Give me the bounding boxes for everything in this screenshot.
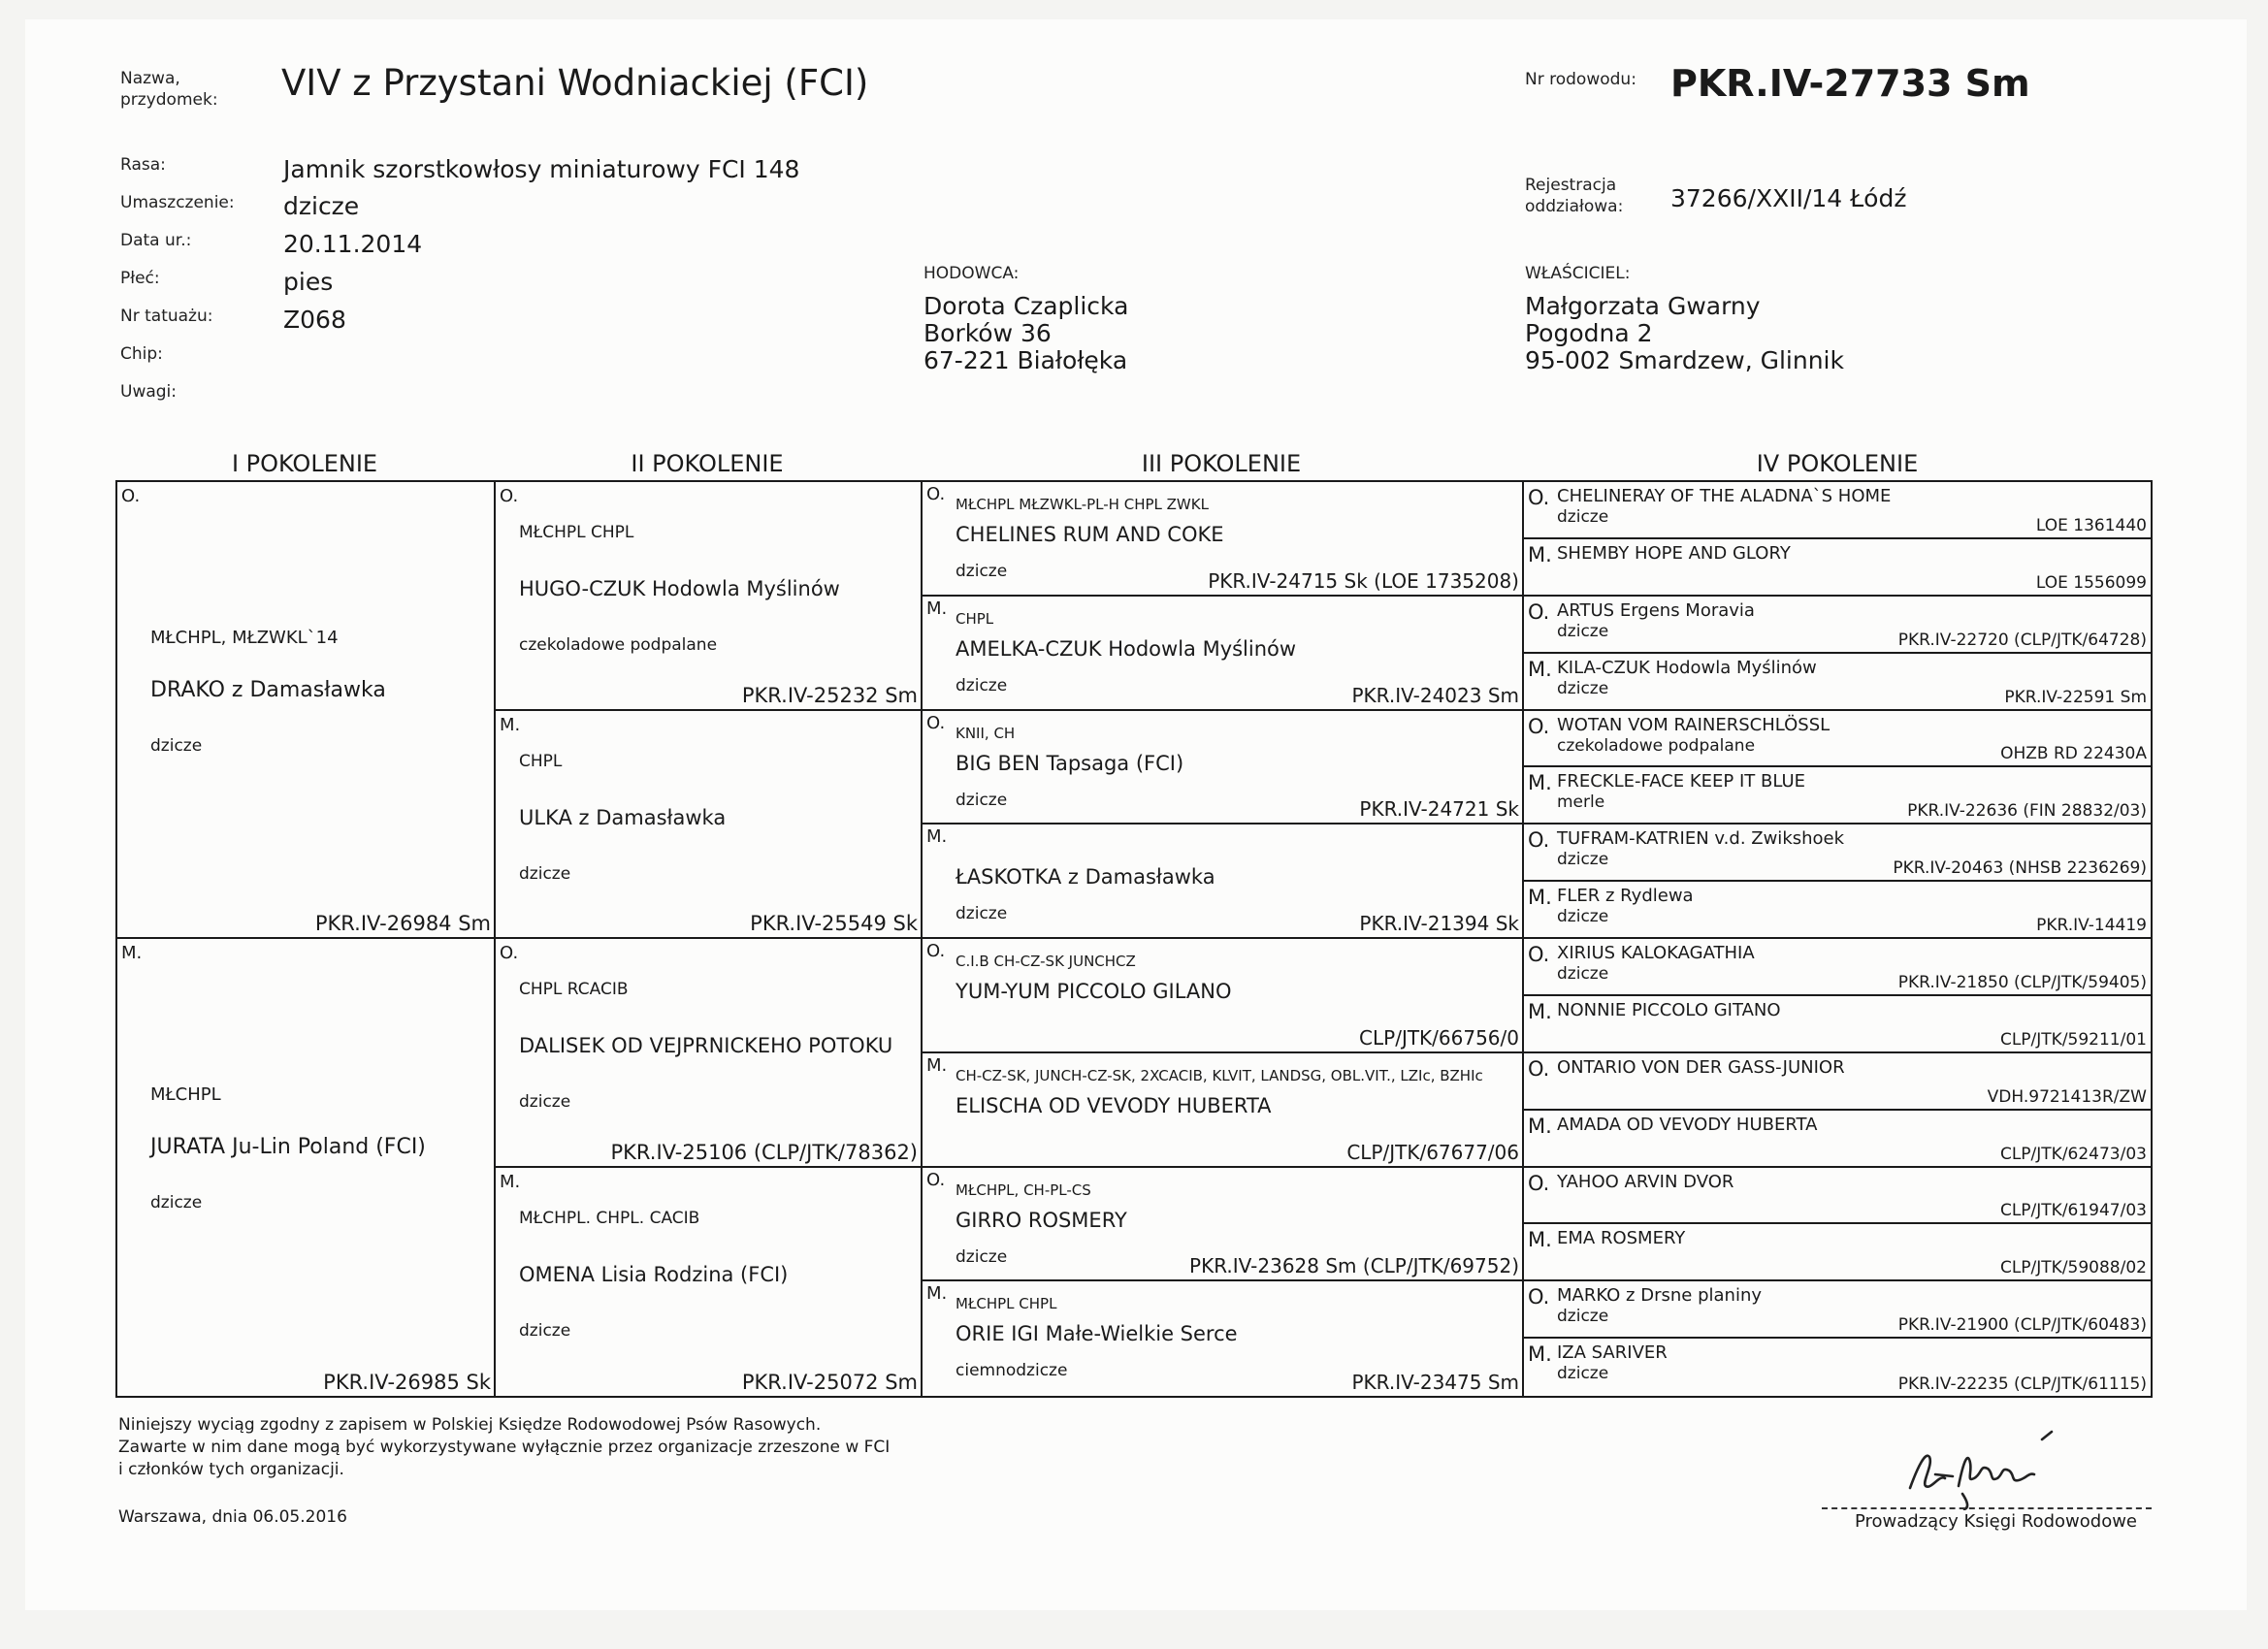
sex-marker: M. bbox=[1528, 771, 1552, 795]
ancestor-name: MARKO z Drsne planiny bbox=[1557, 1285, 1762, 1307]
ancestor-titles: CHPL RCACIB bbox=[519, 980, 629, 999]
pedigree-cell-gen3 bbox=[923, 1281, 1524, 1396]
pedigree-cell-gen1 bbox=[117, 939, 496, 1396]
ancestor-registration: PKR.IV-25232 Sm bbox=[741, 683, 918, 707]
ancestor-color: ciemnodzicze bbox=[956, 1361, 1068, 1381]
tattoo-label: Nr tatuażu: bbox=[120, 307, 213, 326]
ancestor-registration: PKR.IV-25106 (CLP/JTK/78362) bbox=[610, 1140, 918, 1164]
pedigree-cell-gen3 bbox=[923, 824, 1524, 939]
ancestor-name: TUFRAM-KATRIEN v.d. Zwikshoek bbox=[1557, 828, 1845, 850]
ancestor-name: NONNIE PICCOLO GITANO bbox=[1557, 999, 1781, 1020]
sex-marker: M. bbox=[1528, 886, 1552, 910]
ancestor-color: dzicze bbox=[519, 1320, 571, 1341]
pedigree-cell-gen2 bbox=[496, 711, 923, 940]
sex-marker: M. bbox=[1528, 999, 1552, 1023]
ancestor-name: FLER z Rydlewa bbox=[1557, 886, 1694, 907]
ancestor-color: dzicze bbox=[1557, 678, 1609, 698]
generation-2-heading: II POKOLENIE bbox=[631, 450, 784, 477]
pedigree-cell-gen4 bbox=[1524, 1111, 2151, 1168]
ancestor-registration: PKR.IV-21394 Sk bbox=[1359, 912, 1519, 935]
pedigree-cell-gen4 bbox=[1524, 597, 2151, 654]
registration-label: Rejestracja oddziałowa: bbox=[1525, 176, 1624, 216]
dob-label: Data ur.: bbox=[120, 231, 192, 250]
ancestor-name: ONTARIO VON DER GASS-JUNIOR bbox=[1557, 1056, 1845, 1078]
breeder-city: 67-221 Białołęka bbox=[923, 346, 1128, 374]
sex-marker: O. bbox=[926, 484, 946, 504]
ancestor-name: YAHOO ARVIN DVOR bbox=[1557, 1171, 1734, 1192]
pedigree-cell-gen1 bbox=[117, 482, 496, 939]
ancestor-color: dzicze bbox=[956, 904, 1008, 924]
ancestor-registration: CLP/JTK/67677/06 bbox=[1346, 1140, 1519, 1164]
ancestor-color: dzicze bbox=[956, 675, 1008, 695]
ancestor-name: ARTUS Ergens Moravia bbox=[1557, 599, 1755, 621]
ancestor-titles: CHPL bbox=[519, 751, 563, 771]
ancestor-registration: PKR.IV-24721 Sk bbox=[1359, 797, 1519, 822]
pedigree-cell-gen4 bbox=[1524, 1224, 2151, 1281]
sex-marker: O. bbox=[1528, 1285, 1550, 1310]
pedigree-cell-gen4 bbox=[1524, 939, 2151, 996]
pedigree-cell-gen4 bbox=[1524, 654, 2151, 711]
footer-line-2: Zawarte w nim dane mogą być wykorzystywane wyłącznie przez organizacje zrzeszone w FCI bbox=[118, 1438, 891, 1457]
ancestor-name: IZA SARIVER bbox=[1557, 1342, 1668, 1364]
ancestor-titles: MŁCHPL CHPL bbox=[519, 523, 634, 542]
ancestor-titles: CH-CZ-SK, JUNCH-CZ-SK, 2XCACIB, KLVIT, LANDSG, OBL.VIT., LZIc, BZHIc bbox=[956, 1066, 1483, 1084]
ancestor-color: merle bbox=[1557, 792, 1605, 813]
ancestor-name: ELISCHA OD VEVODY HUBERTA bbox=[956, 1093, 1272, 1117]
sex-marker: M. bbox=[500, 714, 521, 735]
ancestor-color: dzicze bbox=[956, 790, 1008, 810]
footer-line-3: i członków tych organizacji. bbox=[118, 1460, 344, 1479]
sex-value: pies bbox=[283, 268, 334, 296]
owner-name: Małgorzata Gwarny bbox=[1525, 292, 1761, 320]
sex-marker: M. bbox=[926, 826, 948, 848]
dob-value: 20.11.2014 bbox=[283, 230, 423, 258]
pedigree-cell-gen4 bbox=[1524, 711, 2151, 768]
pedigree-cell-gen4 bbox=[1524, 882, 2151, 939]
ancestor-name: JURATA Ju-Lin Poland (FCI) bbox=[150, 1135, 426, 1159]
pedigree-cell-gen3 bbox=[923, 482, 1524, 597]
sex-marker: O. bbox=[926, 941, 946, 961]
ancestor-name: BIG BEN Tapsaga (FCI) bbox=[956, 751, 1184, 775]
ancestor-color: dzicze bbox=[956, 562, 1008, 581]
generation-4-heading: IV POKOLENIE bbox=[1756, 450, 1919, 477]
sex-marker: O. bbox=[1528, 714, 1550, 738]
ancestor-titles: C.I.B CH-CZ-SK JUNCHCZ bbox=[956, 953, 1136, 970]
pedigree-cell-gen2 bbox=[496, 1168, 923, 1397]
ancestor-registration: VDH.9721413R/ZW bbox=[1987, 1086, 2147, 1107]
ancestor-color: dzicze bbox=[150, 736, 203, 756]
ancestor-color: dzicze bbox=[519, 863, 571, 884]
sex-marker: O. bbox=[500, 486, 519, 506]
ancestor-registration: OHZB RD 22430A bbox=[2000, 744, 2147, 764]
breeder-label: HODOWCA: bbox=[923, 264, 1020, 283]
pedigree-cell-gen4 bbox=[1524, 767, 2151, 824]
sex-marker: O. bbox=[1528, 1056, 1550, 1081]
generation-1-heading: I POKOLENIE bbox=[231, 450, 378, 477]
pedigree-cell-gen4 bbox=[1524, 1281, 2151, 1339]
pedigree-cell-gen2 bbox=[496, 482, 923, 711]
ancestor-registration: PKR.IV-24023 Sm bbox=[1351, 683, 1519, 707]
chip-label: Chip: bbox=[120, 344, 163, 364]
ancestor-registration: PKR.IV-22235 (CLP/JTK/61115) bbox=[1897, 1374, 2147, 1394]
ancestor-name: CHELINES RUM AND COKE bbox=[956, 523, 1224, 546]
ancestor-color: dzicze bbox=[1557, 850, 1609, 870]
breeder-street: Borków 36 bbox=[923, 319, 1052, 347]
pedigree-cell-gen3 bbox=[923, 1053, 1524, 1168]
ancestor-name: CHELINERAY OF THE ALADNA`S HOME bbox=[1557, 486, 1892, 506]
ancestor-name: AMELKA-CZUK Hodowla Myślinów bbox=[956, 636, 1297, 661]
ancestor-registration: CLP/JTK/59088/02 bbox=[1999, 1258, 2147, 1278]
ancestor-name: EMA ROSMERY bbox=[1557, 1228, 1686, 1249]
ancestor-registration: PKR.IV-14419 bbox=[2036, 916, 2147, 935]
sex-marker: M. bbox=[1528, 1228, 1552, 1252]
signature-line bbox=[1822, 1507, 2152, 1509]
ancestor-registration: CLP/JTK/61947/03 bbox=[1999, 1201, 2147, 1221]
pedigree-cell-gen4 bbox=[1524, 1168, 2151, 1225]
ancestor-registration: LOE 1556099 bbox=[2035, 572, 2147, 593]
pedigree-number-label: Nr rodowodu: bbox=[1525, 70, 1636, 89]
ancestor-color: dzicze bbox=[1557, 907, 1609, 927]
ancestor-color: dzicze bbox=[1557, 621, 1609, 641]
sex-marker: O. bbox=[926, 1169, 946, 1190]
ancestor-titles: KNII, CH bbox=[956, 724, 1016, 742]
breeder-name: Dorota Czaplicka bbox=[923, 292, 1129, 320]
ancestor-color: dzicze bbox=[956, 1246, 1008, 1267]
owner-street: Pogodna 2 bbox=[1525, 319, 1653, 347]
pedigree-cell-gen4 bbox=[1524, 824, 2151, 882]
ancestor-registration: PKR.IV-24715 Sk (LOE 1735208) bbox=[1208, 568, 1519, 593]
ancestor-registration: PKR.IV-23475 Sm bbox=[1351, 1371, 1519, 1394]
sex-marker: M. bbox=[926, 1054, 948, 1076]
owner-address bbox=[1525, 293, 1844, 374]
ancestor-name: YUM-YUM PICCOLO GILANO bbox=[956, 980, 1232, 1003]
sex-marker: M. bbox=[926, 598, 948, 619]
ancestor-color: dzicze bbox=[1557, 964, 1609, 984]
sex-marker: O. bbox=[121, 486, 141, 506]
ancestor-registration: PKR.IV-21850 (CLP/JTK/59405) bbox=[1897, 972, 2147, 992]
pedigree-cell-gen4 bbox=[1524, 539, 2151, 597]
ancestor-registration: PKR.IV-21900 (CLP/JTK/60483) bbox=[1897, 1315, 2147, 1336]
ancestor-name: XIRIUS KALOKAGATHIA bbox=[1557, 943, 1755, 963]
ancestor-color: czekoladowe podpalane bbox=[1557, 735, 1756, 756]
notes-label: Uwagi: bbox=[120, 382, 178, 402]
generation-3-heading: III POKOLENIE bbox=[1141, 450, 1302, 477]
ancestor-registration: PKR.IV-22591 Sm bbox=[2004, 687, 2147, 707]
ancestor-registration: CLP/JTK/59211/01 bbox=[1999, 1029, 2147, 1050]
ancestor-color: dzicze bbox=[1557, 1307, 1609, 1327]
sex-marker: M. bbox=[500, 1171, 521, 1192]
ancestor-titles: MŁCHPL. CHPL. CACIB bbox=[519, 1208, 700, 1228]
signature bbox=[1896, 1418, 2061, 1510]
pedigree-cell-gen3 bbox=[923, 939, 1524, 1053]
sex-marker: M. bbox=[1528, 542, 1552, 566]
pedigree-cell-gen4 bbox=[1524, 1339, 2151, 1396]
sex-marker: M. bbox=[1528, 1342, 1552, 1367]
signer-title: Prowadzący Księgi Rodowodowe bbox=[1855, 1511, 2138, 1532]
ancestor-name: ŁASKOTKA z Damasławka bbox=[956, 865, 1215, 889]
ancestor-titles: MŁCHPL bbox=[150, 1084, 221, 1105]
ancestor-name: SHEMBY HOPE AND GLORY bbox=[1557, 542, 1791, 564]
ancestor-name: ULKA z Damasławka bbox=[519, 805, 727, 829]
sex-marker: O. bbox=[1528, 486, 1550, 509]
ancestor-registration: PKR.IV-26985 Sk bbox=[323, 1371, 491, 1394]
ancestor-titles: CHPL bbox=[956, 609, 994, 628]
breed-label: Rasa: bbox=[120, 155, 166, 175]
ancestor-color: dzicze bbox=[1557, 1364, 1609, 1384]
breeder-address bbox=[923, 293, 1128, 374]
place-date: Warszawa, dnia 06.05.2016 bbox=[118, 1507, 347, 1527]
dog-name: VIV z Przystani Wodniackiej (FCI) bbox=[281, 62, 869, 104]
sex-marker: M. bbox=[121, 943, 143, 963]
sex-marker: M. bbox=[1528, 1114, 1552, 1138]
pedigree-cell-gen4 bbox=[1524, 996, 2151, 1053]
owner-label: WŁAŚCICIEL: bbox=[1525, 264, 1631, 283]
ancestor-titles: MŁCHPL MŁZWKL-PL-H CHPL ZWKL bbox=[956, 496, 1209, 513]
ancestor-name: WOTAN VOM RAINERSCHLÖSSL bbox=[1557, 714, 1831, 735]
sex-marker: O. bbox=[1528, 943, 1550, 966]
ancestor-titles: MŁCHPL CHPL bbox=[956, 1295, 1057, 1313]
sex-marker: O. bbox=[1528, 599, 1550, 624]
pedigree-cell-gen4 bbox=[1524, 1053, 2151, 1111]
sex-marker: O. bbox=[500, 943, 519, 963]
ancestor-name: AMADA OD VEVODY HUBERTA bbox=[1557, 1114, 1818, 1135]
ancestor-color: dzicze bbox=[1557, 507, 1609, 527]
ancestor-name: KILA-CZUK Hodowla Myślinów bbox=[1557, 657, 1817, 678]
ancestor-registration: PKR.IV-20463 (NHSB 2236269) bbox=[1893, 858, 2147, 879]
ancestor-registration: CLP/JTK/66756/0 bbox=[1359, 1025, 1519, 1050]
sex-label: Płeć: bbox=[120, 269, 160, 288]
ancestor-color: czekoladowe podpalane bbox=[519, 635, 718, 655]
color-label: Umaszczenie: bbox=[120, 193, 235, 212]
tattoo-value: Z068 bbox=[283, 306, 346, 334]
name-label: Nazwa, przydomek: bbox=[120, 69, 218, 110]
ancestor-registration: PKR.IV-23628 Sm (CLP/JTK/69752) bbox=[1189, 1254, 1519, 1278]
sex-marker: M. bbox=[926, 1283, 948, 1305]
footer-line-1: Niniejszy wyciąg zgodny z zapisem w Polskiej Księdze Rodowodowej Psów Rasowych. bbox=[118, 1415, 822, 1435]
ancestor-name: ORIE IGI Małe-Wielkie Serce bbox=[956, 1322, 1238, 1346]
sex-marker: O. bbox=[1528, 1171, 1550, 1195]
registration-value: 37266/XXII/14 Łódź bbox=[1670, 184, 1907, 212]
ancestor-name: DRAKO z Damasławka bbox=[150, 678, 386, 702]
breed-value: Jamnik szorstkowłosy miniaturowy FCI 148 bbox=[283, 155, 800, 183]
ancestor-name: FRECKLE-FACE KEEP IT BLUE bbox=[1557, 771, 1806, 792]
ancestor-registration: LOE 1361440 bbox=[2035, 515, 2147, 535]
ancestor-name: GIRRO ROSMERY bbox=[956, 1208, 1127, 1232]
pedigree-cell-gen3 bbox=[923, 1168, 1524, 1282]
ancestor-titles: MŁCHPL, CH-PL-CS bbox=[956, 1180, 1091, 1199]
pedigree-cell-gen2 bbox=[496, 939, 923, 1168]
ancestor-name: OMENA Lisia Rodzina (FCI) bbox=[519, 1262, 789, 1286]
pedigree-number: PKR.IV-27733 Sm bbox=[1670, 62, 2030, 105]
ancestor-registration: CLP/JTK/62473/03 bbox=[1999, 1144, 2147, 1164]
ancestor-name: DALISEK OD VEJPRNICKEHO POTOKU bbox=[519, 1034, 893, 1057]
ancestor-registration: PKR.IV-25072 Sm bbox=[741, 1371, 918, 1394]
pedigree-table bbox=[115, 480, 2153, 1398]
ancestor-registration: PKR.IV-25549 Sk bbox=[750, 912, 918, 935]
sex-marker: O. bbox=[1528, 828, 1550, 853]
ancestor-registration: PKR.IV-22720 (CLP/JTK/64728) bbox=[1897, 630, 2147, 650]
ancestor-color: dzicze bbox=[150, 1193, 203, 1212]
owner-city: 95-002 Smardzew, Glinnik bbox=[1525, 346, 1844, 374]
sex-marker: O. bbox=[926, 712, 946, 733]
pedigree-cell-gen4 bbox=[1524, 482, 2151, 539]
ancestor-titles: MŁCHPL, MŁZWKL`14 bbox=[150, 628, 339, 648]
ancestor-registration: PKR.IV-26984 Sm bbox=[314, 912, 491, 935]
ancestor-registration: PKR.IV-22636 (FIN 28832/03) bbox=[1907, 801, 2147, 822]
pedigree-cell-gen3 bbox=[923, 597, 1524, 711]
ancestor-color: dzicze bbox=[519, 1092, 571, 1112]
ancestor-name: HUGO-CZUK Hodowla Myślinów bbox=[519, 577, 840, 600]
sex-marker: M. bbox=[1528, 657, 1552, 681]
pedigree-cell-gen3 bbox=[923, 711, 1524, 825]
color-value: dzicze bbox=[283, 192, 360, 220]
